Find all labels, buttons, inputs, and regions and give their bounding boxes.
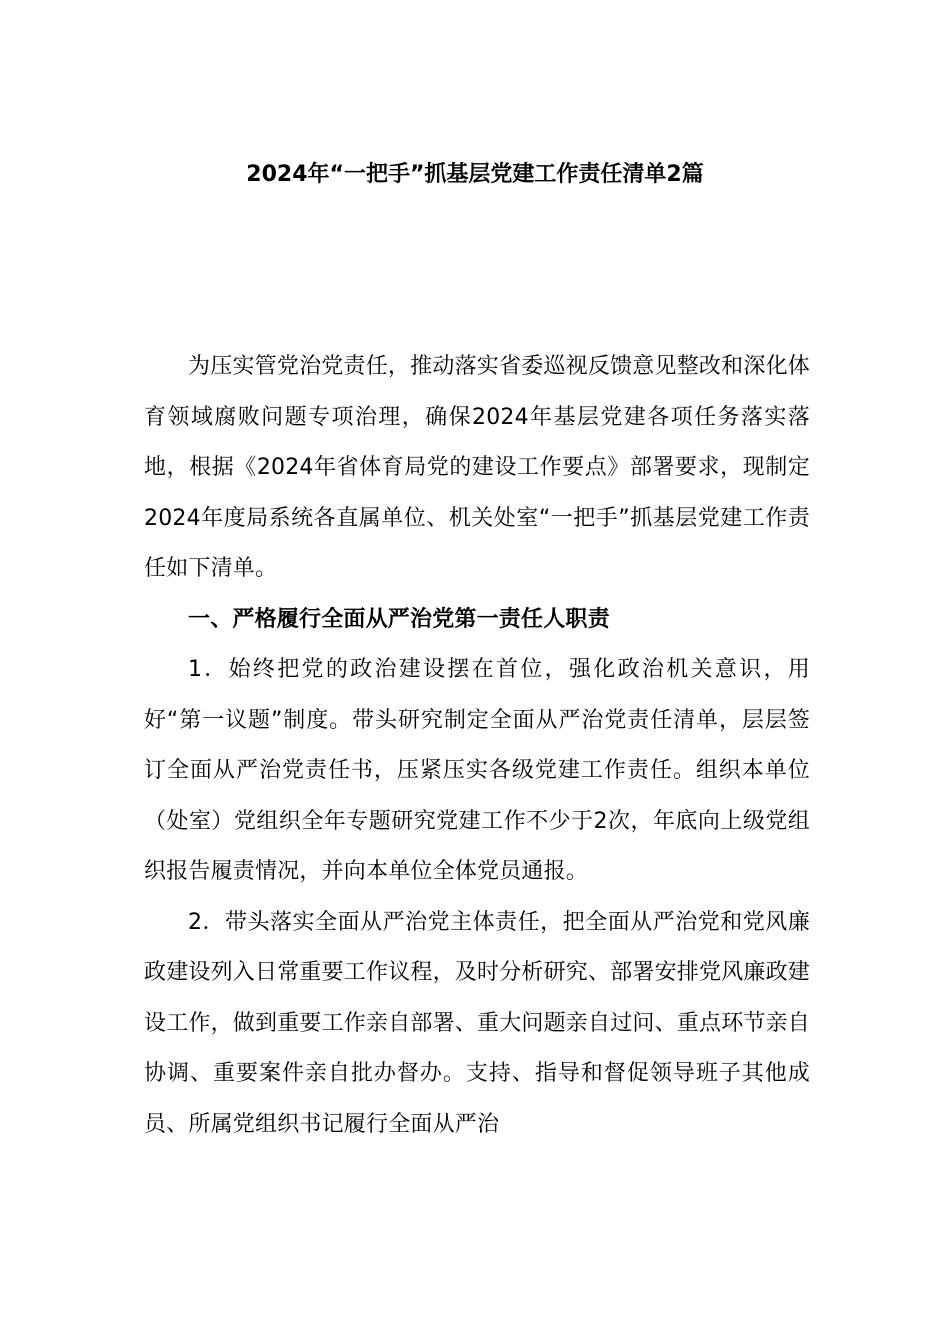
intro-paragraph: 为压实管党治党责任，推动落实省委巡视反馈意见整改和深化体育领域腐败问题专项治理，确保2024年基层党建各项任务落实落地，根据《2024年省体育局党的建设工作要点》部署要求，现制定2024年度局系统各直属单位、机关处室“一把手”抓基层党建工作责任如下清单。 (144, 354, 810, 581)
item-paragraph-2: 2．带头落实全面从严治党主体责任，把全面从严治党和党风廉政建设列入日常重要工作议程，及时分析研究、部署安排党风廉政建设工作，做到重要工作亲自部署、重大问题亲自过问、重点环节亲自协调、重要案件亲自批办督办。支持、指导和督促领导班子其他成员、所属党组织书记履行全面从严治 (144, 909, 811, 1137)
document-body (144, 342, 810, 1150)
document-title: 2024年“一把手”抓基层党建工作责任清单2篇 (246, 162, 704, 187)
section-heading-1: 一、严格履行全面从严治党第一责任人职责 (188, 606, 610, 632)
item-paragraph-1: 1．始终把党的政治建设摆在首位，强化政治机关意识，用好“第一议题”制度。带头研究制定全面从严治党责任清单，层层签订全面从严治党责任书，压紧压实各级党建工作责任。组织本单位（处室）党组织全年专题研究党建工作不少于2次，年底向上级党组织报告履责情况，并向本单位全体党员通报。 (144, 657, 810, 884)
